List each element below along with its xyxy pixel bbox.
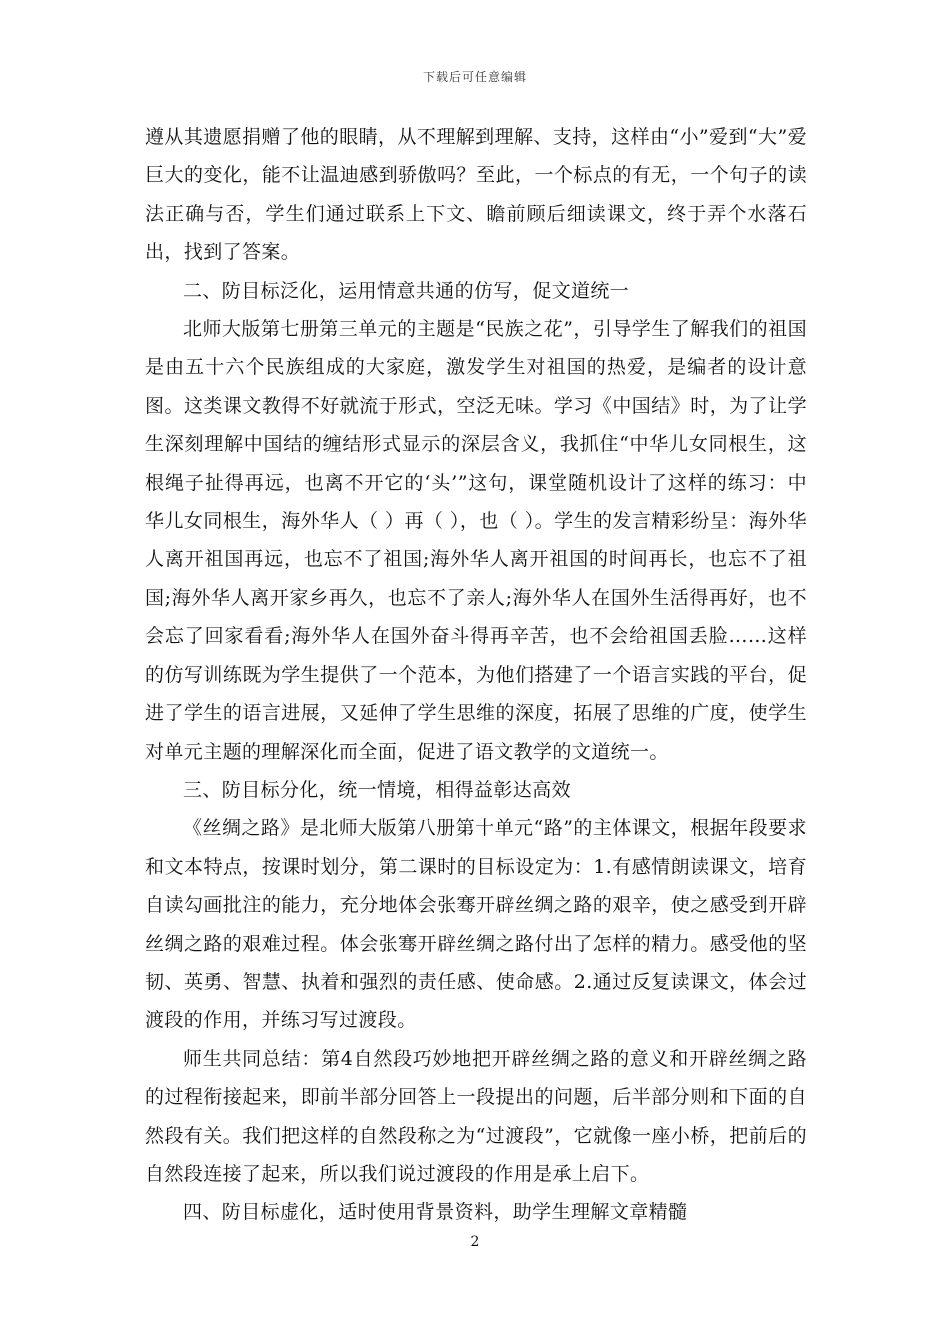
page-header-note: 下载后可任意编辑 bbox=[422, 70, 527, 84]
section-heading-2: 二、防目标泛化，运用情意共通的仿写，促文道统一 bbox=[183, 279, 630, 302]
paragraph-summary: 师生共同总结：第4自然段巧妙地把开辟丝绸之路的意义和开辟丝绸之路的过程衔接起来，即前半部分回答上一段提出的问题，后半部分则和下面的自然段有关。我们把这样的自然段称之为“过渡段”，它就像一座小桥，把前后的自然段连接了起来，所以我们说过渡段的作用是承上启下。 bbox=[145, 1047, 807, 1185]
paragraph-national-theme: 北师大版第七册第三单元的主题是“民族之花”，引导学生了解我们的祖国是由五十六个民族组成的大家庭，激发学生对祖国的热爱，是编者的设计意图。这类课文教得不好就流于形式，空泛无味。学习《中国结》时，为了让学生深刻理解中国结的缠结形式显示的深层含义，我抓住“中华儿女同根生，这根绳子扯得再远，也离不开它的‘头’”这句，课堂随机设计了这样的练习：中华儿女同根生，海外华人（ ）再（ ），也（ ）。学生的发言精彩纷呈：海外华人离开祖国再远，也忘不了祖国;海外华人离开祖国的时间再长，也忘不了祖国;海外华人离开家乡再久，也忘不了亲人;海外华人在国外生活得再好，也不会忘了回家看看;海外华人在国外奋斗得再辛苦，也不会给祖国丢脸……这样的仿写训练既为学生提供了一个范本，为他们搭建了一个语言实践的平台，促进了学生的语言进展，又延伸了学生思维的深度，拓展了思维的广度，使学生对单元主题的理解深化而全面，促进了语文教学的文道统一。 bbox=[145, 318, 807, 763]
paragraph-continuation: 遵从其遗愿捐赠了他的眼睛，从不理解到理解、支持，这样由“小”爱到“大”爱巨大的变化，能不让温迪感到骄傲吗？至此，一个标点的有无，一个句子的读法正确与否，学生们通过联系上下文、瞻前顾后细读课文，终于弄个水落石出，找到了答案。 bbox=[145, 126, 807, 264]
page-number: 2 bbox=[470, 1234, 480, 1250]
paragraph-silk-road: 《丝绸之路》是北师大版第八册第十单元“路”的主体课文，根据年段要求和文本特点，按课时划分，第二课时的目标设定为：1.有感情朗读课文，培育自读勾画批注的能力，充分地体会张骞开辟丝绸之路的艰辛，使之感受到开辟丝绸之路的艰难过程。体会张骞开辟丝绸之路付出了怎样的精力。感受他的坚韧、英勇、智慧、执着和强烈的责任感、使命感。2.通过反复读课文，体会过渡段的作用，并练习写过渡段。 bbox=[145, 817, 807, 1032]
section-heading-4: 四、防目标虚化，适时使用背景资料，助学生理解文章精髓 bbox=[183, 1201, 688, 1224]
document-body bbox=[145, 118, 807, 1232]
section-heading-3: 三、防目标分化，统一情境，相得益彰达高效 bbox=[183, 778, 572, 801]
